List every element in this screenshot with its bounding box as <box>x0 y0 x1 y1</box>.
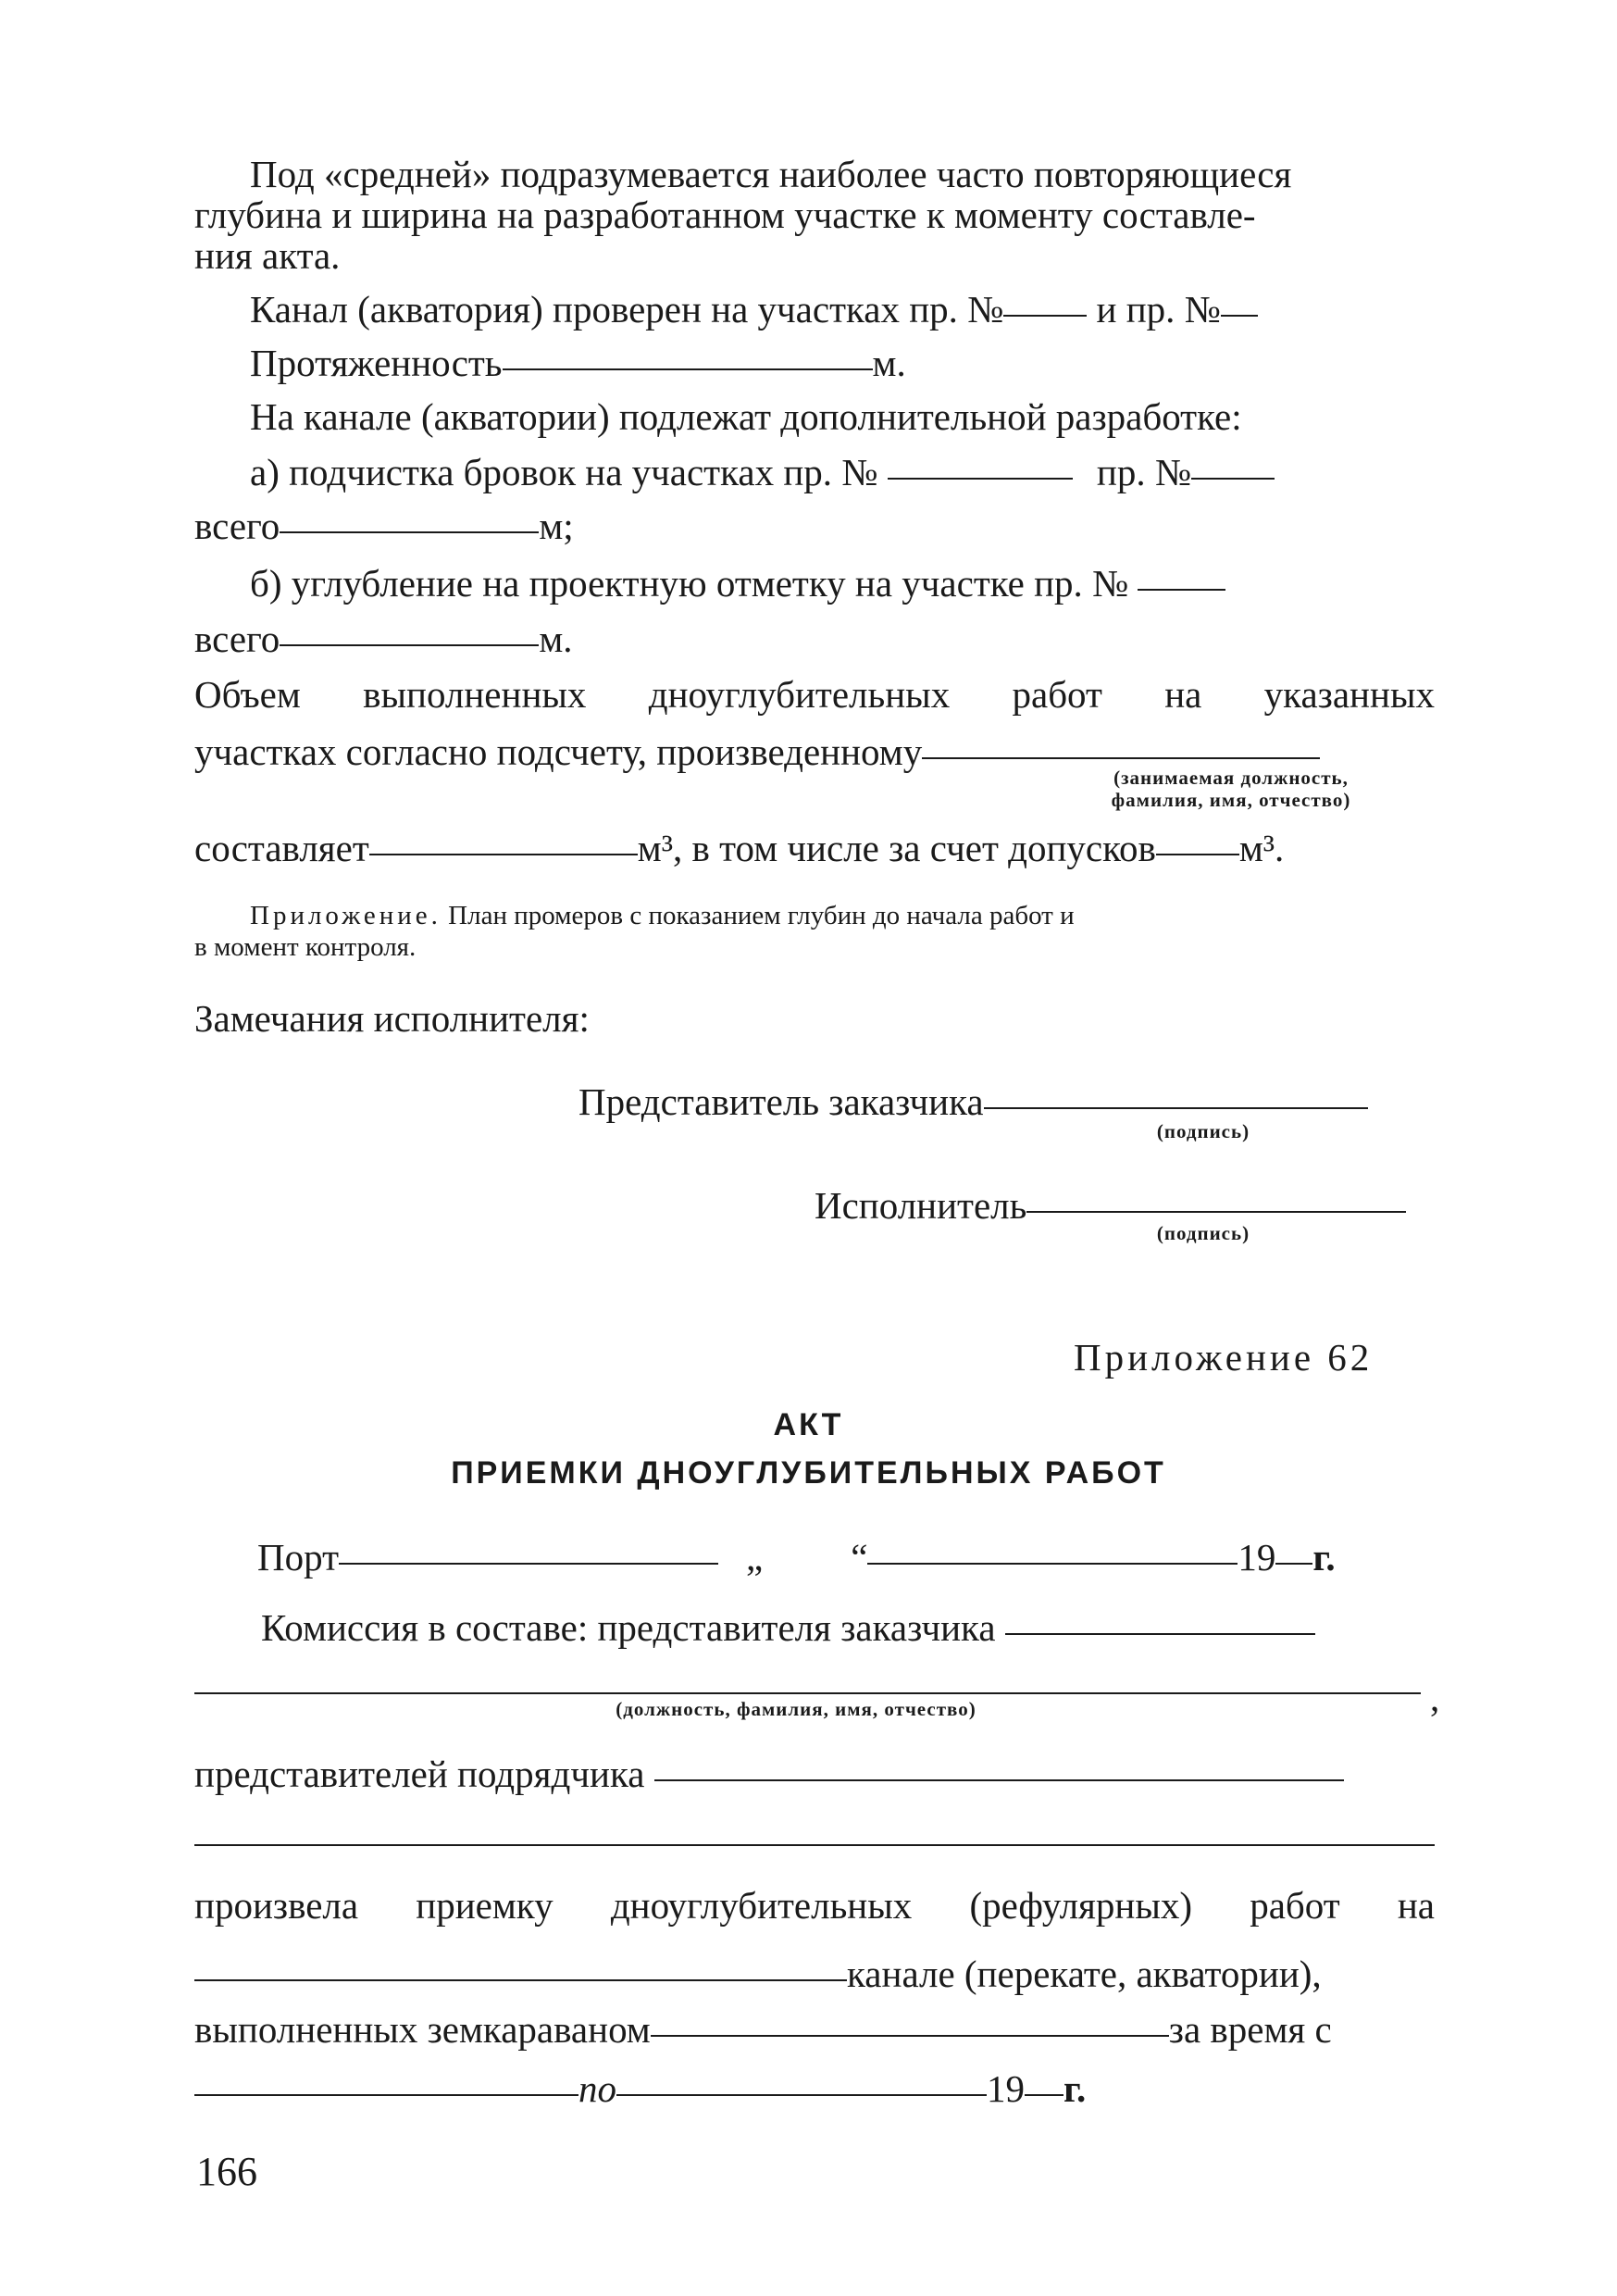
executor-line: Исполнитель <box>815 1181 1406 1229</box>
blank-customer-signature[interactable] <box>984 1107 1368 1109</box>
blank-item-a-total[interactable] <box>280 531 539 533</box>
name-position-caption: (должность, фамилия, имя, отчество) <box>616 1698 976 1720</box>
length-line: Протяженность м. <box>250 342 906 384</box>
blank-port[interactable] <box>339 1563 718 1565</box>
customer-rep-line: Представитель заказчика <box>578 1078 1368 1126</box>
executor-remarks: Замечания исполнителя: <box>194 997 590 1040</box>
position-name-caption: (занимаемая должность, фамилия, имя, отчество) <box>1111 767 1351 811</box>
canal-line: канале (перекате, акватории), <box>194 1950 1322 1998</box>
blank-item-a-pr-1[interactable] <box>888 478 1073 480</box>
blank-year[interactable] <box>1275 1563 1312 1565</box>
signature-caption-executor: (подпись) <box>1156 1222 1250 1244</box>
commission-line: Комиссия в составе: представителя заказчика <box>261 1603 1315 1652</box>
item-b-line: б) углубление на проектную отметку на участке пр. № <box>250 559 1225 607</box>
blank-contractor-reps[interactable] <box>654 1779 1344 1781</box>
item-a-total-line: всего м; <box>194 505 574 547</box>
intro-line-3: ния акта. <box>194 234 341 277</box>
item-b-total-line: всего м. <box>194 618 573 660</box>
blank-pr-2[interactable] <box>1221 315 1258 317</box>
amount-line: составляет м³, в том числе за счет допусков м³. <box>194 827 1285 869</box>
blank-item-b-total[interactable] <box>280 644 539 646</box>
performed-by-line: выполненных земкараваном за время с <box>194 2008 1332 2051</box>
intro-line-1: Под «средней» подразумевается наиболее часто повторяющиеся <box>250 153 1292 195</box>
volume-line-2: участках согласно подсчету, произведенному <box>194 728 1320 776</box>
volume-line-1: Объем выполненных дноуглубительных работ на указанных <box>194 673 1435 716</box>
appendix-note-line-2: в момент контроля. <box>194 932 417 962</box>
additional-works-heading: На канале (акватории) подлежат дополнительной разработке: <box>250 395 1242 438</box>
blank-pr-1[interactable] <box>1003 315 1087 317</box>
blank-amount[interactable] <box>369 854 638 855</box>
port-date-line: Порт „ “ 19 г. <box>257 1536 1336 1578</box>
blank-period-start[interactable] <box>194 2094 578 2096</box>
accepted-works-line: произвела приемку дноуглубительных (рефулярных) работ на <box>194 1884 1435 1927</box>
signature-caption-customer: (подпись) <box>1156 1120 1250 1142</box>
blank-period-end[interactable] <box>616 2094 987 2096</box>
blank-tolerance[interactable] <box>1156 854 1239 855</box>
appendix-note-line-1: Приложение. План промеров с показанием глубин до начала работ и <box>250 901 1075 930</box>
blank-dredger[interactable] <box>651 2035 1169 2037</box>
period-line: по 19 г. <box>194 2065 1086 2113</box>
blank-item-a-pr-2[interactable] <box>1191 478 1275 480</box>
page-number: 166 <box>196 2149 257 2194</box>
blank-contractor-reps-full[interactable] <box>194 1844 1435 1846</box>
blank-customer-rep[interactable] <box>1005 1633 1315 1635</box>
act-subtitle: ПРИЕМКИ ДНОУГЛУБИТЕЛЬНЫХ РАБОТ <box>451 1455 1166 1491</box>
blank-item-b-pr[interactable] <box>1138 589 1225 591</box>
blank-customer-rep-full[interactable] <box>194 1692 1421 1694</box>
blank-date[interactable] <box>867 1563 1238 1565</box>
blank-year-end[interactable] <box>1025 2094 1063 2096</box>
comma-mark: , <box>1430 1677 1440 1719</box>
intro-line-2: глубина и ширина на разработанном участке к моменту составле- <box>194 193 1256 236</box>
blank-length[interactable] <box>503 368 873 370</box>
blank-canal-name[interactable] <box>194 1979 847 1981</box>
act-title: АКТ <box>773 1407 844 1442</box>
contractor-reps-line: представителей подрядчика <box>194 1750 1344 1798</box>
appendix-62-label: Приложение 62 <box>1074 1336 1374 1379</box>
item-a-line: а) подчистка бровок на участках пр. № пр. № <box>250 448 1275 496</box>
blank-executor-signature[interactable] <box>1026 1211 1406 1213</box>
blank-calculated-by[interactable] <box>922 757 1320 759</box>
canal-checked-line: Канал (акватория) проверен на участках пр. № и пр. № <box>250 285 1258 333</box>
